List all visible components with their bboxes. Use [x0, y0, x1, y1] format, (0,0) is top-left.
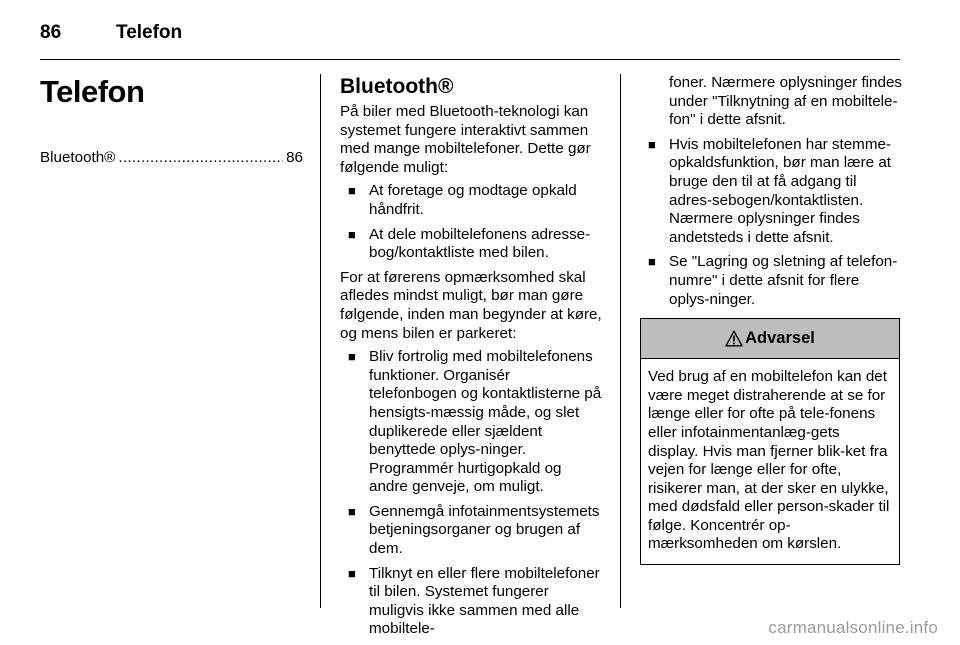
bullet-icon: ■	[648, 254, 656, 270]
column-divider	[620, 74, 621, 608]
preparation-list-continued	[640, 136, 902, 309]
toc-leader-dots	[118, 149, 283, 168]
running-header-title: Telefon	[116, 22, 183, 43]
chapter-title: Telefon	[40, 74, 145, 109]
paragraph: For at førerens opmærksomhed skal afledes mindst muligt, bør man gøre følgende, inden man begynder at køre, og mens bilen er parkeret:	[340, 268, 602, 342]
list-item: ■ Se "Lagring og sletning af telefon-numre" i dette afsnit for flere oplys-ninger.	[648, 253, 898, 308]
warning-box	[640, 318, 900, 565]
warning-text: Ved brug af en mobiltelefon kan det være meget distraherende at se for længe eller for ofte på tele-fonens eller infotainmentanlæg-gets display. Hvis man fjerner blik-ket fra vejen for længe eller for ofte, risikerer man, at der sker en ulykke, med dødsfald eller person-skader til følge. Koncentrér op-mærksomheden om kørslen.	[648, 368, 890, 553]
list-item: ■ Bliv fortrolig med mobiltelefonens funktioner. Organisér telefonbogen og kontaktlisterne på hensigts-mæssig måde, og slet duplikerede eller sjældent benyttede oplys-ninger. Programmér hurtigopkald og andre genveje, om muligt.	[348, 348, 602, 496]
page-number: 86	[40, 22, 62, 43]
list-item: ■ At dele mobiltelefonens adresse-bog/kontaktliste med bilen.	[348, 225, 591, 262]
header-rule	[40, 59, 900, 60]
warning-header	[641, 319, 899, 359]
bullet-icon: ■	[348, 226, 356, 242]
bullet-icon: ■	[648, 136, 656, 152]
warning-body	[641, 359, 899, 564]
toc-entry[interactable]	[40, 149, 303, 168]
toc-column	[40, 74, 303, 168]
list-item: ■ Hvis mobiltelefonen har stemme-opkaldsfunktion, bør man lære at bruge den til at få adgang til adres-sebogen/kontaktlisten. Nærmere oplysninger findes andetsteds i dette afsnit.	[648, 135, 892, 246]
watermark: carmanualsonline.info	[768, 618, 938, 637]
intro-paragraph: På biler med Bluetooth-teknologi kan systemet fungere interaktivt sammen med mange mobiltelefoner. Dette gør følgende muligt:	[340, 103, 591, 176]
toc-entry-label: Bluetooth®	[40, 149, 116, 166]
bullet-icon: ■	[348, 349, 356, 365]
section-title: Bluetooth®	[340, 75, 454, 98]
bullet-icon: ■	[348, 503, 356, 519]
list-item: ■ Gennemgå infotainmentsystemets betjeningsorganer og brugen af dem.	[348, 502, 600, 558]
content-column-2	[640, 74, 902, 565]
column-divider	[320, 74, 321, 608]
content-column-1	[340, 74, 602, 645]
list-item: ■ Tilknyt en eller flere mobiltelefoner til bilen. Systemet fungerer muligvis ikke sammen med alle mobiltele-	[348, 564, 600, 638]
bullet-icon: ■	[348, 183, 356, 199]
bullet-icon: ■	[348, 565, 356, 581]
list-item-continued: foner. Nærmere oplysninger findes under "Tilknytning af en mobiltele-fon" i dette afsnit.	[669, 74, 902, 129]
list-item: ■ At foretage og modtage opkald håndfrit.	[348, 182, 577, 218]
preparation-list	[340, 348, 602, 639]
warning-triangle-icon	[725, 330, 743, 347]
warning-title: Advarsel	[745, 329, 815, 348]
feature-list	[340, 182, 602, 262]
toc-entry-page: 86	[286, 149, 303, 166]
